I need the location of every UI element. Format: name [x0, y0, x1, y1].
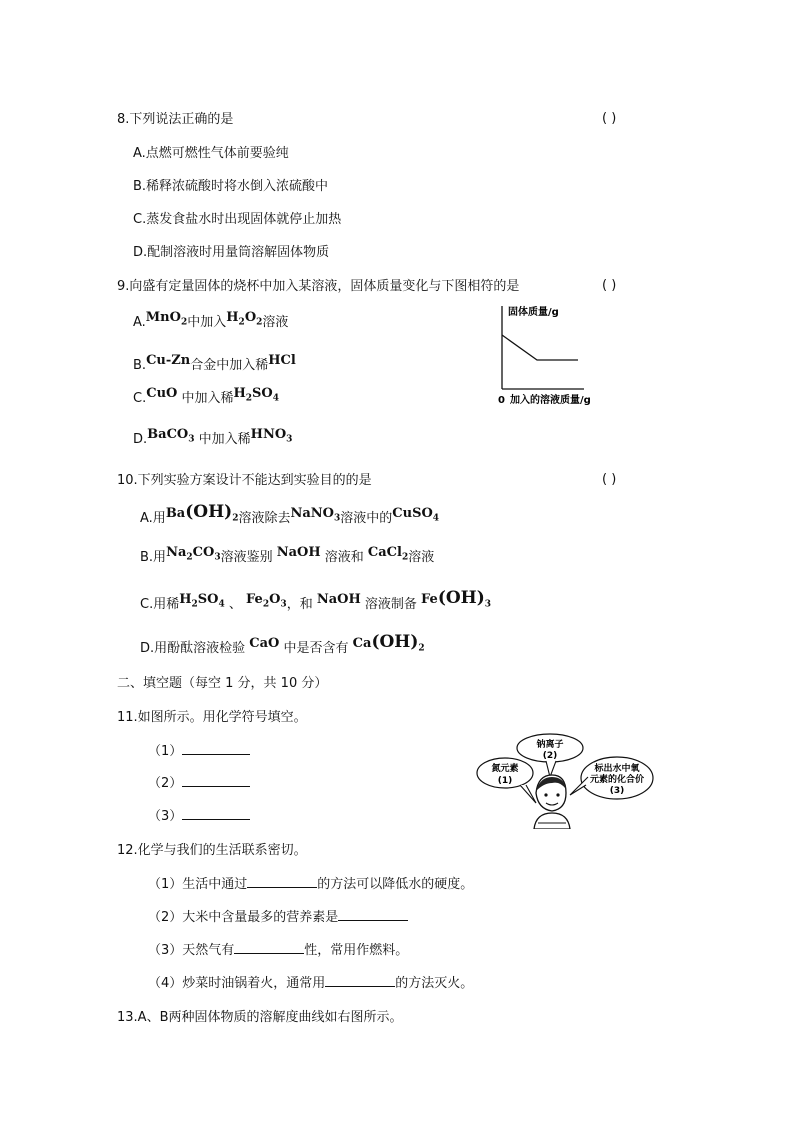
q12-item-1: （1）生活中通过 的方法可以降低水的硬度。 — [148, 877, 474, 892]
q8-stem: 8.下列说法正确的是 — [117, 112, 234, 127]
svg-text:(2): (2) — [542, 751, 558, 761]
svg-text:钠离子: 钠离子 — [536, 740, 564, 750]
answer-blank[interactable] — [182, 774, 250, 787]
svg-text:元素的化合价: 元素的化合价 — [589, 775, 645, 785]
formula-h2so4-2: $H_2SO_4$ — [179, 592, 225, 610]
q8-answer-paren: ( ) — [602, 111, 617, 126]
answer-blank[interactable] — [325, 974, 395, 987]
q9-mass-graph — [492, 302, 604, 410]
formula-h2so4: $H_2SO_4$ — [233, 386, 280, 404]
q12-item-3: （3）天然气有 性，常用作燃料。 — [148, 943, 409, 958]
q11-cartoon — [474, 733, 654, 829]
svg-text:氮元素: 氮元素 — [491, 764, 519, 774]
q8-option-b: B.稀释浓硫酸时将水倒入浓硫酸中 — [133, 179, 329, 194]
formula-mno2: MnO$_2$ — [145, 310, 188, 328]
q12-stem: 12.化学与我们的生活联系密切。 — [117, 843, 307, 858]
q12-item-2: （2）大米中含量最多的营养素是 — [148, 908, 408, 927]
q13-stem: 13.A、B两种固体物质的溶解度曲线如右图所示。 — [117, 1010, 403, 1025]
graph-y-label: 固体质量/g — [508, 307, 559, 318]
formula-caoh2: $Ca(OH)_2$ — [352, 632, 425, 654]
q11-item-3: （3） — [148, 807, 250, 826]
q10-stem: 10.下列实验方案设计不能达到实验目的的是 — [117, 473, 372, 488]
formula-naoh-2: NaOH — [316, 592, 361, 607]
formula-naoh: NaOH — [276, 545, 321, 560]
q11-item-2: （2） — [148, 774, 250, 793]
q12-item-4: （4）炒菜时油锅着火，通常用 的方法灭火。 — [148, 976, 474, 991]
q9-option-a: A.MnO$_2$中加入$H_2O_2$溶液 — [133, 310, 289, 330]
q8-option-c: C.蒸发食盐水时出现固体就停止加热 — [133, 212, 342, 227]
graph-origin: 0 — [498, 395, 505, 406]
formula-cuo: CuO — [146, 386, 178, 401]
formula-cuso4: CuSO$_4$ — [392, 506, 440, 524]
q9-option-c: C.CuO 中加入稀$H_2SO_4$ — [133, 386, 280, 406]
formula-baoh2: $Ba(OH)_2$ — [165, 502, 239, 524]
q9-answer-paren: ( ) — [602, 278, 617, 293]
formula-feoh3: $Fe(OH)_3$ — [421, 588, 492, 610]
boy-figure — [534, 775, 570, 829]
formula-nano3: NaNO$_3$ — [290, 506, 341, 524]
graph-curve — [502, 335, 578, 360]
formula-hcl: HCl — [268, 353, 296, 368]
q11-item-1: （1） — [148, 742, 250, 761]
graph-x-label: 加入的溶液质量/g — [510, 395, 591, 406]
formula-hno3: $HNO_3$ — [250, 427, 293, 445]
q9-stem: 9.向盛有定量固体的烧杯中加入某溶液，固体质量变化与下图相符的是 — [117, 279, 520, 294]
svg-text:标出水中氧: 标出水中氧 — [594, 764, 640, 774]
formula-fe2o3: $Fe_2O_3$ — [246, 592, 287, 610]
q10-option-a: A.用$Ba(OH)_2$溶液除去NaNO$_3$溶液中的CuSO$_4$ — [140, 502, 440, 526]
q8-option-a: A.点燃可燃性气体前要验纯 — [133, 146, 289, 161]
answer-blank[interactable] — [234, 941, 304, 954]
q11-stem: 11.如图所示。用化学符号填空。 — [117, 710, 307, 725]
formula-na2co3: $Na_2CO_3$ — [166, 545, 221, 563]
formula-cao: CaO — [249, 636, 280, 651]
answer-blank[interactable] — [182, 807, 250, 820]
answer-blank[interactable] — [247, 875, 317, 888]
svg-text:(3): (3) — [609, 786, 625, 796]
answer-blank[interactable] — [182, 742, 250, 755]
formula-cu-zn: Cu-Zn — [146, 353, 191, 368]
svg-text:(1): (1) — [497, 776, 513, 786]
q9-option-d: D.BaCO$_3$ 中加入稀$HNO_3$ — [133, 427, 293, 447]
q10-option-c: C.用稀$H_2SO_4$ 、 $Fe_2O_3$，和 NaOH 溶液制备 $Fe(OH)_3$ — [140, 588, 492, 612]
formula-cacl2: CaCl$_2$ — [367, 545, 409, 563]
answer-blank[interactable] — [338, 908, 408, 921]
formula-h2o2: $H_2O_2$ — [226, 310, 263, 328]
q10-option-b: B.用$Na_2CO_3$溶液鉴别 NaOH 溶液和 CaCl$_2$溶液 — [140, 545, 435, 565]
section-2-heading: 二、填空题（每空 1 分，共 10 分） — [117, 676, 328, 691]
q8-option-d: D.配制溶液时用量筒溶解固体物质 — [133, 245, 330, 260]
formula-baco3: BaCO$_3$ — [147, 427, 195, 445]
q10-answer-paren: ( ) — [602, 472, 617, 487]
q9-option-b: B.Cu-Zn合金中加入稀HCl — [133, 353, 296, 373]
q10-option-d: D.用酚酞溶液检验 CaO 中是否含有 $Ca(OH)_2$ — [140, 632, 425, 656]
